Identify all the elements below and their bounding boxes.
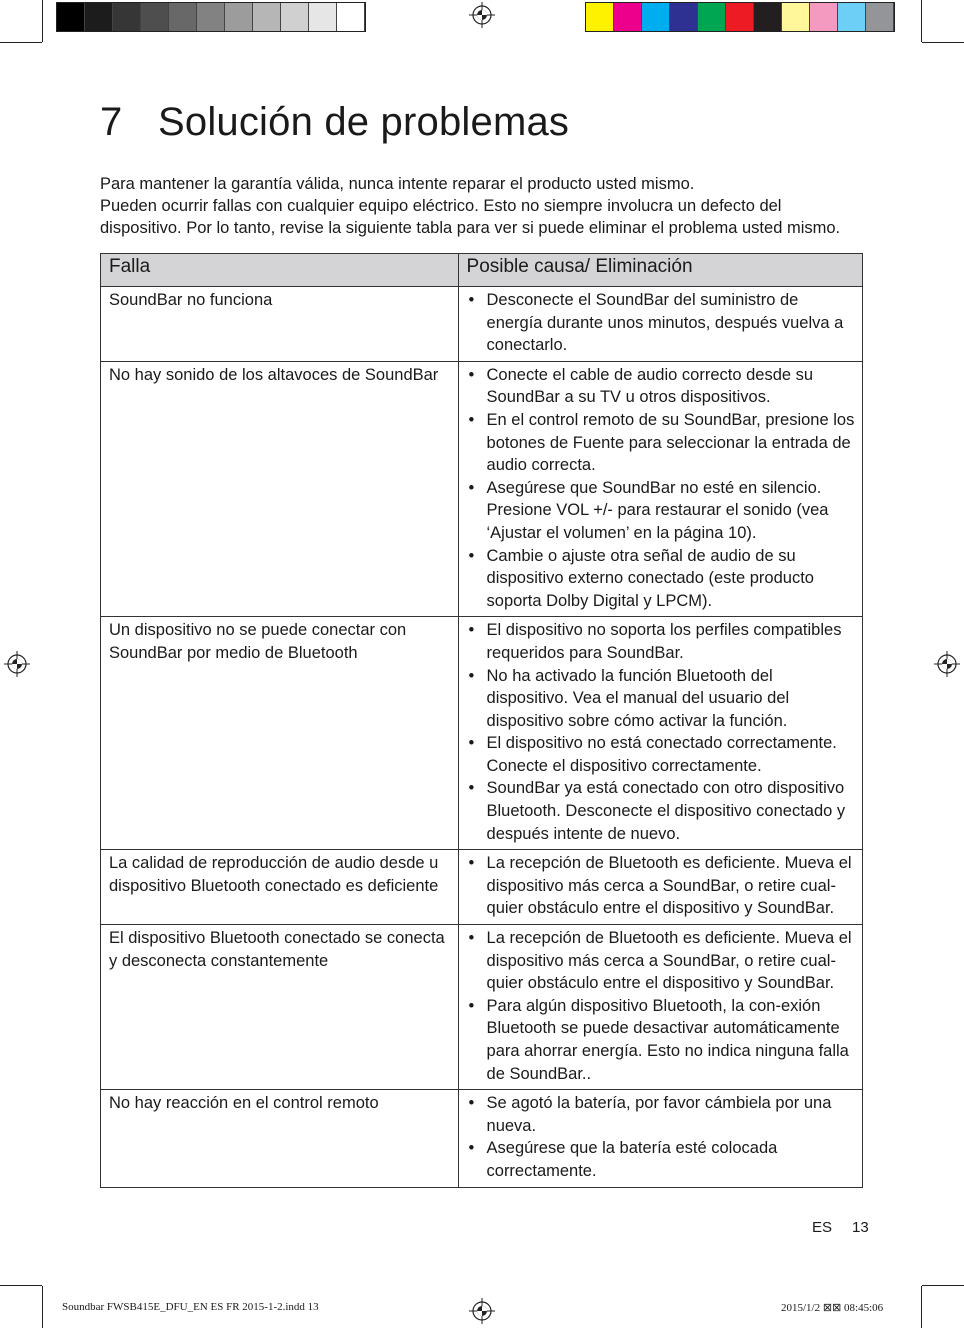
registration-mark-top-icon	[469, 2, 495, 28]
solution-list	[467, 1092, 856, 1182]
color-swatch	[586, 3, 614, 31]
solution-item: • Para algún dispositivo Bluetooth, la con-exión Bluetooth se puede desactivar automáticamente para ahorrar energía. Esto no indica ninguna falla de SoundBar..	[467, 995, 856, 1085]
table-row	[101, 361, 863, 617]
gray-swatch	[253, 3, 281, 31]
gray-swatch	[281, 3, 309, 31]
gray-swatch	[169, 3, 197, 31]
crop-mark-bottom-left-h	[0, 1285, 42, 1286]
fault-cell: No hay sonido de los altavoces de SoundBar	[101, 361, 459, 617]
registration-mark-bottom-icon	[469, 1298, 495, 1324]
solution-item: • Cambie o ajuste otra señal de audio de su dispositivo externo conectado (este producto soporta Dolby Digital y LPCM).	[467, 545, 856, 613]
color-swatch	[642, 3, 670, 31]
color-swatch	[782, 3, 810, 31]
solution-item: • Asegúrese que la batería esté colocada correctamente.	[467, 1137, 856, 1182]
solution-item: • El dispositivo no está conectado correctamente. Conecte el dispositivo correctamente.	[467, 732, 856, 777]
solution-list	[467, 619, 856, 845]
solution-cell	[458, 617, 862, 850]
solution-item: • La recepción de Bluetooth es deficiente. Mueva el dispositivo más cerca a SoundBar, o retire cual-quier obstáculo entre el dispositivo y SoundBar.	[467, 852, 856, 920]
section-number: 7	[100, 100, 123, 144]
page-number: 13	[852, 1219, 869, 1236]
solution-cell	[458, 850, 862, 925]
table-header-row	[101, 254, 863, 287]
table-row	[101, 287, 863, 362]
solution-cell	[458, 1090, 862, 1187]
solution-list	[467, 364, 856, 613]
section-title: Solución de problemas	[158, 100, 570, 144]
gray-swatch	[197, 3, 225, 31]
crop-mark-top-right-v	[921, 0, 922, 42]
gray-swatch	[225, 3, 253, 31]
fault-cell: La calidad de reproducción de audio desde u dispositivo Bluetooth conectado es deficiente	[101, 850, 459, 925]
solution-item: • No ha activado la función Bluetooth del dispositivo. Vea el manual del usuario del dispositivo sobre cómo activar la función.	[467, 665, 856, 733]
intro-line: dispositivo. Por lo tanto, revise la siguiente tabla para ver si puede eliminar el problema usted mismo.	[100, 219, 841, 237]
table-row	[101, 1090, 863, 1187]
gray-swatch	[85, 3, 113, 31]
fault-cell: SoundBar no funciona	[101, 287, 459, 362]
process-color-bar	[585, 2, 895, 32]
crop-mark-top-right-h	[922, 42, 964, 43]
solution-cell	[458, 287, 862, 362]
gray-swatch	[141, 3, 169, 31]
intro-text	[100, 173, 870, 239]
intro-line: Pueden ocurrir fallas con cualquier equipo eléctrico. Esto no siempre involucra un defecto del	[100, 197, 782, 215]
fault-cell: Un dispositivo no se puede conectar con SoundBar por medio de Bluetooth	[101, 617, 459, 850]
solution-cell	[458, 361, 862, 617]
solution-item: • Asegúrese que SoundBar no esté en silencio. Presione VOL +/- para restaurar el sonido (vea ‘Ajustar el volumen’ en la página 10).	[467, 477, 856, 545]
color-swatch	[810, 3, 838, 31]
solution-item: • La recepción de Bluetooth es deficiente. Mueva el dispositivo más cerca a SoundBar, o retire cual-quier obstáculo entre el dispositivo y SoundBar.	[467, 927, 856, 995]
language-code: ES	[812, 1219, 833, 1236]
solution-item: • El dispositivo no soporta los perfiles compatibles requeridos para SoundBar.	[467, 619, 856, 664]
slug-timestamp: 2015/1/2 ⊠⊠ 08:45:06	[781, 1302, 884, 1314]
registration-mark-left-icon	[4, 651, 30, 677]
gray-swatch	[337, 3, 365, 31]
solution-item: • Desconecte el SoundBar del suministro de energía durante unos minutos, después vuelva a conectarlo.	[467, 289, 856, 357]
fault-cell: No hay reacción en el control remoto	[101, 1090, 459, 1187]
troubleshooting-table	[100, 253, 863, 1188]
column-header-fault: Falla	[101, 254, 459, 287]
color-swatch	[698, 3, 726, 31]
fault-cell: El dispositivo Bluetooth conectado se conecta y desconecta constantemente	[101, 925, 459, 1090]
crop-mark-bottom-right-v	[921, 1286, 922, 1328]
gray-swatch	[113, 3, 141, 31]
section-heading	[100, 100, 569, 145]
solution-item: • En el control remoto de su SoundBar, presione los botones de Fuente para seleccionar la entrada de audio correcta.	[467, 409, 856, 477]
gray-swatch	[309, 3, 337, 31]
page-folio	[812, 1219, 869, 1236]
crop-mark-top-left-h	[0, 42, 42, 43]
crop-mark-bottom-right-h	[922, 1285, 964, 1286]
intro-line: Para mantener la garantía válida, nunca intente reparar el producto usted mismo.	[100, 175, 695, 193]
crop-mark-bottom-left-v	[42, 1286, 43, 1328]
crop-mark-top-left-v	[42, 0, 43, 42]
slug-filename: Soundbar FWSB415E_DFU_EN ES FR 2015-1-2.indd 13	[62, 1301, 319, 1313]
solution-list	[467, 289, 856, 357]
solution-item: • SoundBar ya está conectado con otro dispositivo Bluetooth. Desconecte el dispositivo conectado y después intente de nuevo.	[467, 777, 856, 845]
color-swatch	[670, 3, 698, 31]
color-swatch	[726, 3, 754, 31]
color-swatch	[866, 3, 894, 31]
solution-item: • Se agotó la batería, por favor cámbiela por una nueva.	[467, 1092, 856, 1137]
solution-list	[467, 927, 856, 1085]
color-swatch	[838, 3, 866, 31]
registration-mark-right-icon	[934, 651, 960, 677]
solution-list	[467, 852, 856, 920]
solution-item: • Conecte el cable de audio correcto desde su SoundBar a su TV u otros dispositivos.	[467, 364, 856, 409]
color-swatch	[754, 3, 782, 31]
table-row	[101, 925, 863, 1090]
grayscale-color-bar	[56, 2, 366, 32]
solution-cell	[458, 925, 862, 1090]
table-row	[101, 850, 863, 925]
color-swatch	[614, 3, 642, 31]
column-header-cause: Posible causa/ Eliminación	[458, 254, 862, 287]
gray-swatch	[57, 3, 85, 31]
table-row	[101, 617, 863, 850]
